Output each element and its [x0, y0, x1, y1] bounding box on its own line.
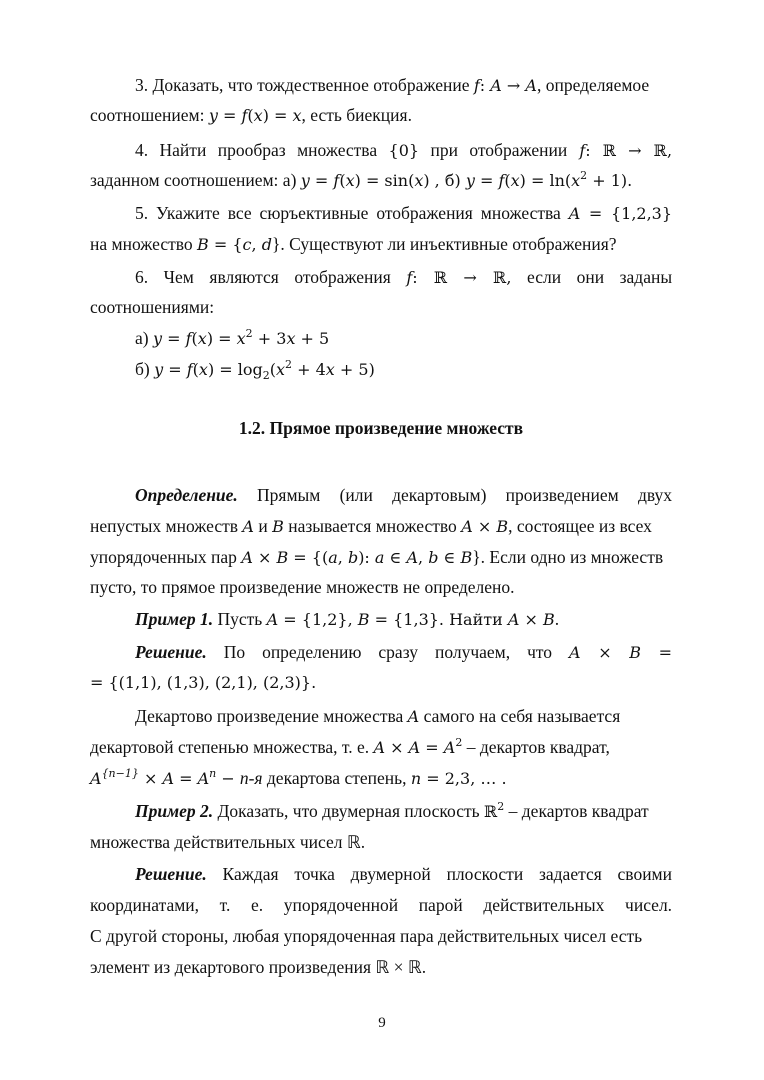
cartesian-power-line-1: Декартово произведение множества A самого на себя называется — [135, 706, 621, 726]
exercise-6-item-a: а) $y = f(x) = x^2 + 3x + 5$ — [135, 327, 330, 348]
cartesian-power-line-3: $A^{\{n-1\}} \times A = A^n - n-я$ декартова степень, n = 2,3, … . — [90, 767, 507, 788]
solution-1-line-1: Решение. По определению сразу получаем, что A × B = — [135, 642, 673, 662]
cartesian-power-line-2: декартовой степенью множества, т. е. $A \times A = A^2$ – декартов квадрат, — [90, 736, 610, 757]
exercise-5-line-2: на множество B = {c, d}. Существуют ли инъективные отображения? — [90, 234, 617, 254]
exercise-6-line-2: соотношениями: — [90, 297, 215, 317]
solution-2-line-2: координатами, т. е. упорядоченной парой действительных чисел. — [90, 895, 673, 915]
example-2-line-1: Пример 2. Доказать, что двумерная плоскость ℝ$^2$ – декартов квадрат — [135, 800, 649, 821]
example-2-line-2: множества действительных чисел ℝ. — [90, 832, 366, 852]
exercise-4-line-1: 4. Найти прообраз множества {0} при отображении f: ℝ → ℝ, — [135, 140, 673, 160]
exercise-3-line-2: соотношением: y = f(x) = x, есть биекция. — [90, 105, 412, 125]
exercise-5-line-1: 5. Укажите все сюръективные отображения множества A = {1,2,3} — [135, 203, 673, 223]
exercise-6-item-b: б) $y = f(x) = \log_2(x^2 + 4x + 5)$ — [135, 358, 375, 382]
example-1: Пример 1. Пусть A = {1,2}, B = {1,3}. Найти A × B. — [135, 609, 560, 629]
definition-line-2: непустых множеств A и B называется множество A × B, состоящее из всех — [90, 516, 652, 536]
definition-line-1: Определение. Прямым (или декартовым) произведением двух — [135, 485, 673, 505]
exercise-6-line-1: 6. Чем являются отображения f: ℝ → ℝ, если они заданы — [135, 267, 673, 287]
solution-1-line-2: = {(1,1), (1,3), (2,1), (2,3)}. — [90, 673, 317, 692]
definition-line-4: пусто, то прямое произведение множеств не определено. — [90, 577, 515, 597]
exercise-3-line-1: 3. Доказать, что тождественное отображение f: A → A, определяемое — [135, 75, 650, 95]
section-title: 1.2. Прямое произведение множеств — [238, 418, 524, 438]
exercise-4-line-2: заданном соотношением: а) y = f(x) = sin(x) , б) $y = f(x) = \ln(x^2 + 1)$. — [90, 169, 633, 190]
solution-2-line-1: Решение. Каждая точка двумерной плоскости задается своими — [135, 864, 672, 884]
page-number: 9 — [378, 1015, 386, 1031]
solution-2-line-4: элемент из декартового произведения ℝ × ℝ. — [90, 957, 427, 977]
solution-2-line-3: С другой стороны, любая упорядоченная пара действительных чисел есть — [90, 926, 643, 946]
definition-line-3: упорядоченных пар A × B = {(a, b): a ∈ A, b ∈ B}. Если одно из множеств — [90, 547, 664, 567]
